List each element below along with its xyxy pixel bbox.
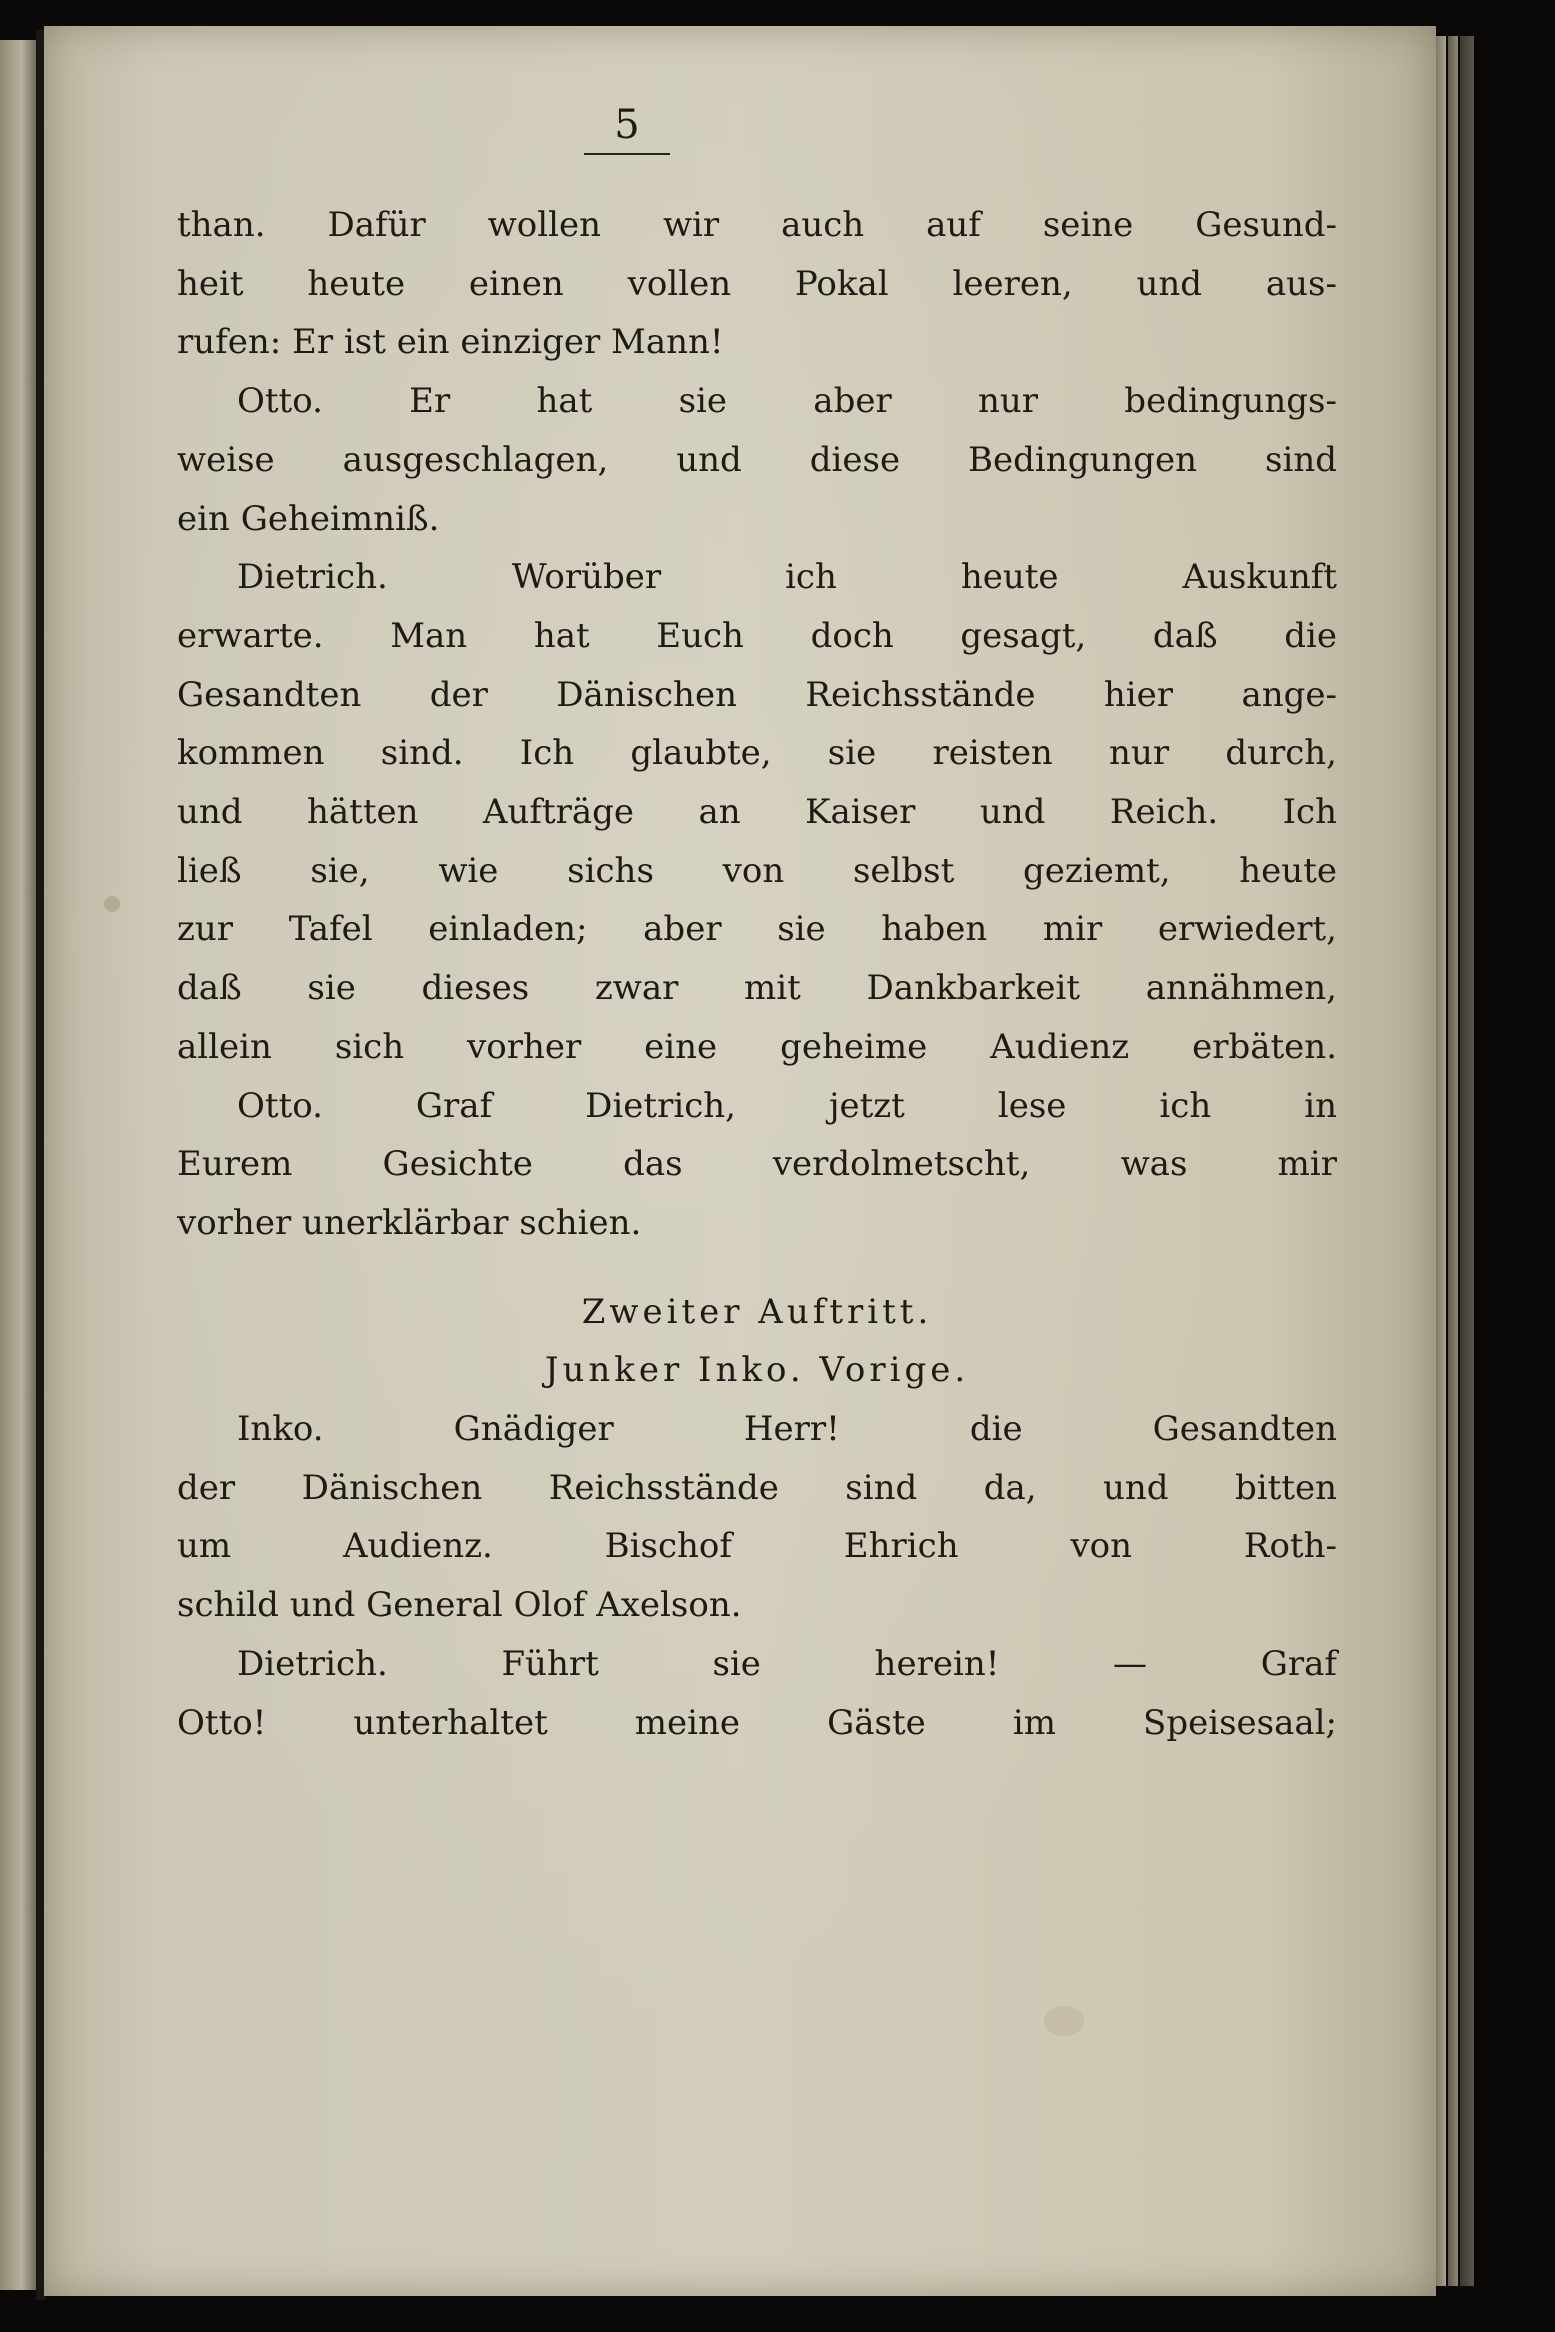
text-line: und hätten Aufträge an Kaiser und Reich. Ich (177, 792, 1337, 833)
text-line: Dietrich. Führt sie herein! — Graf (237, 1643, 1337, 1684)
text-line: Inko. Gnädiger Herr! die Gesandten (237, 1409, 1337, 1450)
text-line: Otto. Er hat sie aber nur bedingungs- (237, 381, 1337, 422)
text-line: weise ausgeschlagen, und diese Bedingungen sind (177, 439, 1337, 480)
cast-list: Junker Inko. Vorige. (544, 1350, 970, 1391)
text-line: um Audienz. Bischof Ehrich von Roth- (177, 1526, 1337, 1567)
page-edge (1448, 36, 1458, 2286)
text-line: Otto. Graf Dietrich, jetzt lese ich in (237, 1085, 1337, 1126)
text-line: allein sich vorher eine geheime Audienz erbäten. (177, 1026, 1337, 1067)
page-edge (1436, 36, 1446, 2286)
text-line: der Dänischen Reichsstände sind da, und bitten (177, 1467, 1337, 1508)
text-line: ließ sie, wie sichs von selbst geziemt, heute (177, 850, 1337, 891)
page-edge (1460, 36, 1474, 2286)
text-line: Gesandten der Dänischen Reichsstände hier ange- (177, 674, 1337, 715)
page-number: 5 (177, 101, 1337, 155)
text-line: Eurem Gesichte das verdolmetscht, was mir (177, 1144, 1337, 1185)
text-line: kommen sind. Ich glaubte, sie reisten nur durch, (177, 733, 1337, 774)
spacer (177, 1253, 1337, 1283)
text-line: rufen: Er ist ein einziger Mann! (177, 322, 724, 363)
paper-stain (104, 896, 120, 912)
text-line: ein Geheimniß. (177, 498, 440, 539)
text-line: than. Dafür wollen wir auch auf seine Gesund- (177, 205, 1337, 245)
text-line: heit heute einen vollen Pokal leeren, und aus- (177, 263, 1337, 304)
text-line: schild und General Olof Axelson. (177, 1585, 742, 1626)
text-line: Dietrich. Worüber ich heute Auskunft (237, 557, 1337, 598)
text-line: Otto! unterhaltet meine Gäste im Speisesaal; (177, 1702, 1337, 1743)
text-line: erwarte. Man hat Euch doch gesagt, daß die (177, 615, 1337, 656)
text-line: zur Tafel einladen; aber sie haben mir erwiedert, (177, 909, 1337, 950)
paper-stain (1044, 2006, 1084, 2036)
page (44, 26, 1436, 2296)
scene-heading: Zweiter Auftritt. (581, 1291, 933, 1332)
text-block (177, 102, 1337, 1752)
text-line: vorher unerklärbar schien. (177, 1202, 642, 1243)
text-line: daß sie dieses zwar mit Dankbarkeit annähmen, (177, 968, 1337, 1009)
left-page-edge (0, 40, 36, 2290)
